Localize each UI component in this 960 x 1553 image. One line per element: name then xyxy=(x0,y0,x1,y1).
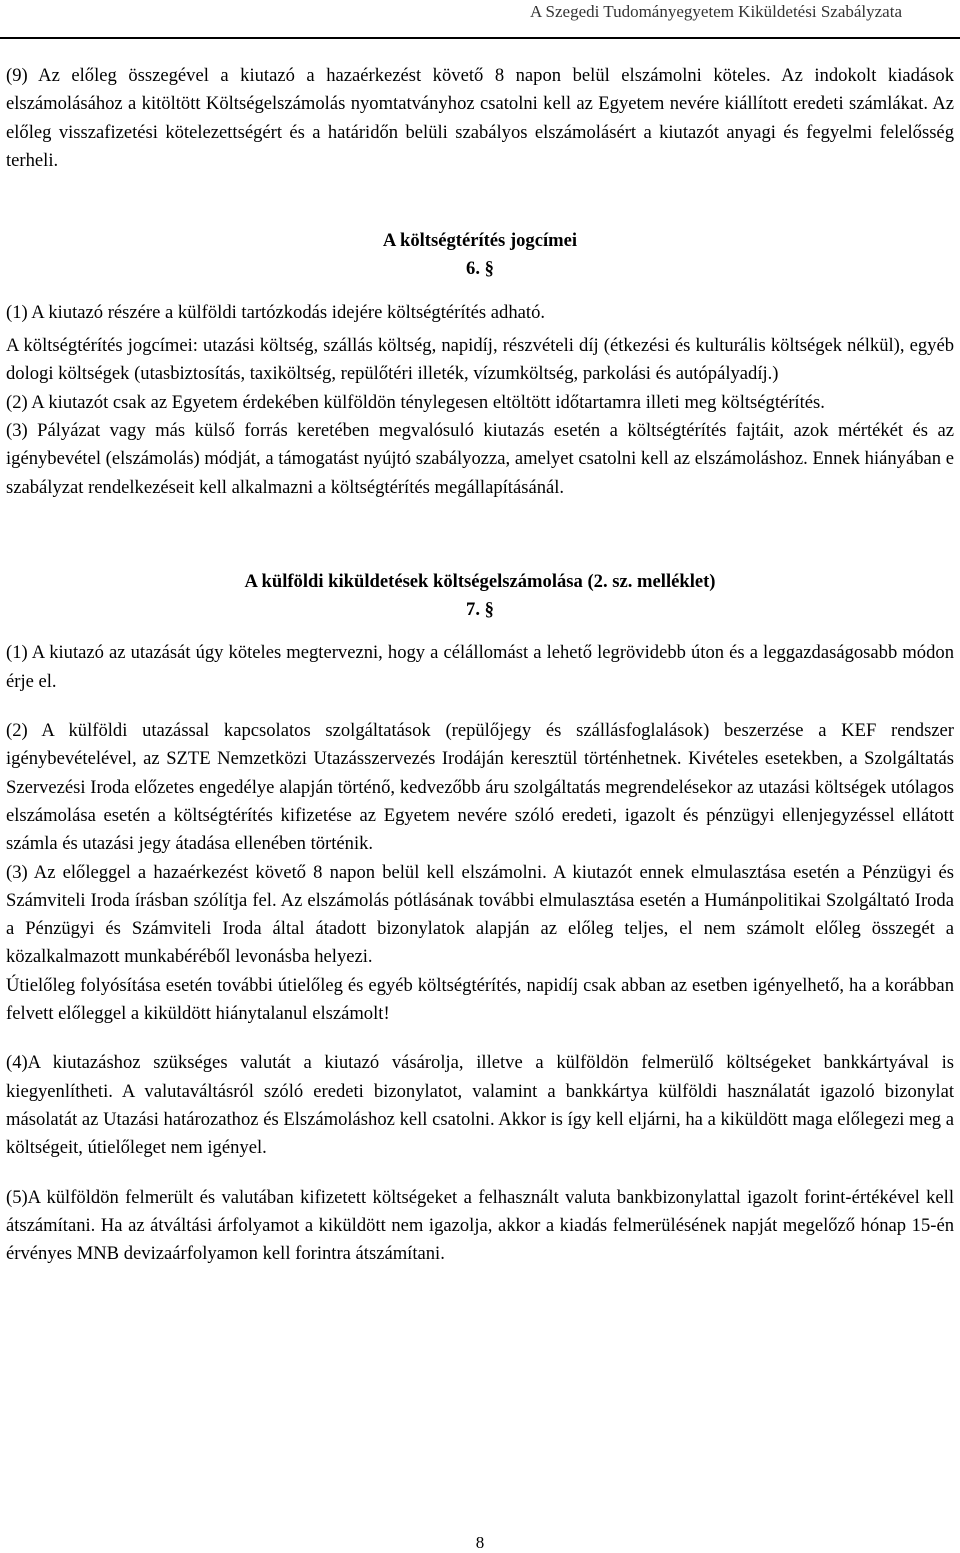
document-body xyxy=(6,62,954,1268)
paragraph: (2) A külföldi utazással kapcsolatos szolgáltatások (repülőjegy és szállásfoglalások) beszerzése a KEF rendszer igénybevételével, az SZTE Nemzetközi Utazásszervezés Irodáján keresztül történhetnek. Kivételes esetekben, a Szolgáltatás Szervezési Iroda előzetes engedélye alapján történő, kedvezőbb áru szolgáltatás megrendelésekor az utazási költségek utólagos elszámolása esetén a költségtérítés kifizetése az Egyetem nevére szóló eredeti, igazolt és pénzügyi ellenjegyzéssel ellátott számla és utazási jegy átadása ellenében történik. xyxy=(6,720,954,855)
paragraph: (9) Az előleg összegével a kiutazó a hazaérkezést követő 8 napon belül elszámolni köteles. Az indokolt kiadások elszámolásához a kitöltött Költségelszámolás nyomtatványhoz csatolni kell az Egyetem nevére kiállított eredeti számlákat. Az előleg visszafizetési kötelezettségért és a határidőn belüli szabályos elszámolásért a kiutazót anyagi és fegyelmi felelősség terheli. xyxy=(6,65,954,171)
paragraph: A költségtérítés jogcímei: utazási költség, szállás költség, napidíj, részvételi díj (étkezési és kulturális költségek nélkül), egyéb dologi költségek (utasbiztosítás, taxiköltség, repülőtéri illeték, vízumköltség, parkolási és autópályadíj.) xyxy=(6,335,954,385)
paragraph: (1) A kiutazó az utazását úgy köteles megtervezni, hogy a célállomást a lehető legrövidebb úton és a leggazdaságosabb módon érje el. xyxy=(6,642,954,692)
paragraph: (2) A kiutazót csak az Egyetem érdekében külföldön ténylegesen eltöltött időtartamra illeti meg költségtérítés. xyxy=(6,391,825,413)
paragraph: (3) Az előleggel a hazaérkezést követő 8 napon belül kell elszámolni. A kiutazót ennek elmulasztása esetén a Pénzügyi és Számviteli Iroda írásban szólítja fel. Az elszámolás pótlásának további elmulasztása esetén a Humánpolitikai Szolgáltató Iroda a Pénzügyi és Számviteli Iroda által átadott bizonylatok alapján az előleg teljes, el nem számolt előleg összegét a közalkalmazott munkabéréből levonásba helyezi. xyxy=(6,861,954,968)
section-heading: A külföldi kiküldetések költségelszámolása (2. sz. melléklet) xyxy=(244,570,716,592)
section-number: 6. § xyxy=(466,258,494,280)
paragraph: Útielőleg folyósítása esetén további útielőleg és egyéb költségtérítés, napidíj csak abban az esetben igényelhető, ha a korábban felvett előleggel a kiküldött hiánytalanul elszámolt! xyxy=(6,974,954,1025)
running-header: A Szegedi Tudományegyetem Kiküldetési Szabályzata xyxy=(529,2,902,21)
section-number: 7. § xyxy=(466,599,494,621)
paragraph: (4)A kiutazáshoz szükséges valutát a kiutazó vásárolja, illetve a külföldön felmerülő költségeket bankkártyával is kiegyenlítheti. A valutaváltásról szóló eredeti bizonylatot, valamint a bankkártya külföldi használatát igazoló bizonylat másolatát az Utazási határozathoz és Elszámoláshoz kell csatolni. Akkor is így kell eljárni, ha a kiküldött maga előlegezi meg a költségeit, útielőleget nem igényel. xyxy=(6,1052,954,1159)
paragraph: (3) Pályázat vagy más külső forrás keretében megvalósuló kiutazás esetén a költségtérítés fajtáit, azok mértékét és az igénybevétel (elszámolás) módját, a támogatást nyújtó szabályozza, amelyet csatolni kell az elszámoláshoz. Ennek hiányában e szabályzat rendelkezéseit kell alkalmazni a költségtérítés megállapításánál. xyxy=(6,419,954,498)
paragraph: (5)A külföldön felmerült és valutában kifizetett költségeket a felhasznált valuta bankbizonylattal igazolt forint-értékével kell átszámítani. Ha az átváltási árfolyamot a kiküldött nem igazolja, akkor a kiadás felmerülésének napját megelőző hónap 15-én érvényes MNB devizaárfolyamon kell forintra átszámítani. xyxy=(6,1186,954,1265)
page-number: 8 xyxy=(475,1533,485,1552)
paragraph: (1) A kiutazó részére a külföldi tartózkodás idejére költségtérítés adható. xyxy=(6,301,546,323)
section-heading: A költségtérítés jogcímei xyxy=(382,230,578,252)
header-rule xyxy=(0,37,960,39)
